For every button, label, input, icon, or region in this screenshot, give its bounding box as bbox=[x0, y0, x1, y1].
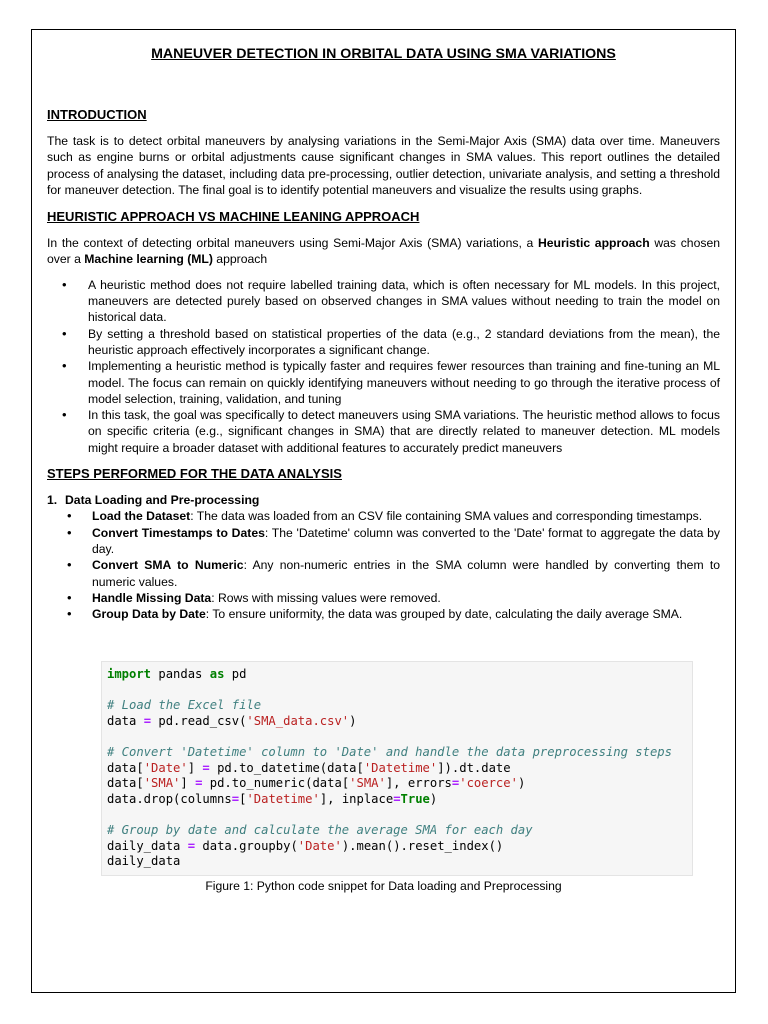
code-string: 'Date' bbox=[143, 760, 188, 775]
step-1-heading bbox=[47, 492, 720, 508]
code-text: pd.to_datetime(data[ bbox=[209, 760, 364, 775]
code-comment: # Group by date and calculate the average SMA for each day bbox=[107, 822, 533, 837]
code-text: ], inplace bbox=[319, 791, 394, 806]
approach-intro-bold-ml: Machine learning (ML) bbox=[84, 252, 213, 267]
code-text: ).mean().reset_index() bbox=[341, 838, 504, 853]
code-operator: = bbox=[195, 776, 203, 791]
step-1-item-text: : Any non-numeric entries in the SMA column were handled by converting them to numeric values. bbox=[92, 558, 720, 589]
step-1-item bbox=[47, 508, 720, 524]
figure-caption: Figure 1: Python code snippet for Data loading and Preprocessing bbox=[205, 879, 562, 893]
document-body bbox=[47, 44, 720, 622]
step-1-item-text: : The data was loaded from an CSV file containing SMA values and corresponding timestamps. bbox=[190, 509, 703, 524]
code-text: pd.read_csv( bbox=[151, 713, 247, 728]
code-operator: = bbox=[393, 791, 401, 806]
code-text: pd.to_numeric(data[ bbox=[202, 776, 350, 791]
code-blank-line bbox=[107, 807, 692, 823]
code-snippet bbox=[101, 661, 693, 876]
approach-heading: HEURISTIC APPROACH VS MACHINE LEANING APPROACH bbox=[47, 209, 420, 225]
code-string: 'SMA' bbox=[349, 776, 386, 791]
code-string: 'Datetime' bbox=[363, 760, 438, 775]
step-1-number: 1. bbox=[47, 493, 58, 508]
step-1-item-label: Convert SMA to Numeric bbox=[92, 558, 244, 573]
code-line bbox=[107, 776, 692, 792]
code-line bbox=[107, 698, 692, 714]
approach-bullet: • Implementing a heuristic method is typically faster and requires fewer resources than training and fine-tuning an ML model. The focus can remain on quickly identifying maneuvers without needing to go through the iterative process of model selection, training, validation, and tuning bbox=[47, 358, 720, 407]
code-comment: # Load the Excel file bbox=[107, 698, 262, 713]
approach-intro-mid: was chosen over a bbox=[47, 236, 721, 267]
code-text: data[ bbox=[107, 776, 144, 791]
step-1-item-text: : To ensure uniformity, the data was grouped by date, calculating the daily average SMA. bbox=[205, 607, 683, 622]
approach-intro-paragraph bbox=[47, 235, 720, 268]
code-text: ) bbox=[429, 791, 438, 806]
code-text: data bbox=[107, 713, 144, 728]
code-string: 'SMA_data.csv' bbox=[246, 713, 350, 728]
step-1-item bbox=[47, 590, 720, 606]
code-text: data[ bbox=[107, 760, 144, 775]
code-line bbox=[107, 745, 692, 761]
code-comment: # Convert 'Datetime' column to 'Date' and handle the data preprocessing steps bbox=[107, 744, 672, 759]
step-1-bullet-list bbox=[47, 508, 720, 622]
code-text: ] bbox=[180, 776, 196, 791]
code-operator: = bbox=[187, 838, 196, 853]
code-line bbox=[107, 792, 692, 808]
code-line bbox=[107, 854, 692, 870]
introduction-paragraph: The task is to detect orbital maneuvers by analysing variations in the Semi-Major Axis (SMA) data over time. Maneuvers such as engine burns or orbital adjustments cause significant changes in SMA values. This report outlines the detailed process of analysing the dataset, including data pre-processing, outlier detection, univariate analysis, and setting a threshold for maneuver detection. The final goal is to identify potential maneuvers and visualize the results using graphs. bbox=[47, 134, 720, 197]
step-1-item-label: Handle Missing Data bbox=[92, 590, 212, 605]
code-operator: = bbox=[143, 713, 152, 728]
code-text: pd bbox=[224, 667, 247, 681]
code-blank-line bbox=[107, 683, 692, 699]
steps-heading: STEPS PERFORMED FOR THE DATA ANALYSIS bbox=[47, 466, 342, 482]
document-title: MANEUVER DETECTION IN ORBITAL DATA USING SMA VARIATIONS bbox=[151, 46, 616, 62]
approach-bullet-list bbox=[47, 277, 720, 456]
code-keyword: import bbox=[107, 667, 152, 681]
code-text: ]).dt.date bbox=[437, 760, 511, 775]
approach-intro-bold-heuristic: Heuristic approach bbox=[537, 236, 650, 251]
code-blank-line bbox=[107, 729, 692, 745]
code-text: data.groupby( bbox=[195, 838, 298, 853]
code-line bbox=[107, 839, 692, 855]
code-text: daily_data bbox=[107, 854, 181, 869]
code-string: 'coerce' bbox=[459, 776, 518, 791]
code-text: ) bbox=[349, 713, 357, 728]
step-1-item bbox=[47, 606, 720, 622]
step-1-item-text: : Rows with missing values were removed. bbox=[211, 590, 441, 605]
approach-bullet: • In this task, the goal was specifically to detect maneuvers using SMA variations. The heuristic method allows to focus on specific criteria (e.g., significant changes in SMA) that are directly related to maneuver detection. ML models might require a broader dataset with additional features to accurately predict maneuvers bbox=[47, 407, 720, 456]
approach-intro-suffix: approach bbox=[212, 252, 268, 267]
approach-bullet: • A heuristic method does not require labelled training data, which is often necessary for ML models. In this project, maneuvers are detected purely based on observed changes in SMA values without needing to train the model on historical data. bbox=[47, 277, 720, 326]
code-string: 'SMA' bbox=[143, 776, 181, 791]
step-1-item-label: Convert Timestamps to Dates bbox=[92, 525, 265, 540]
step-1-item bbox=[47, 557, 720, 590]
step-1-title: Data Loading and Pre-processing bbox=[65, 493, 260, 508]
code-line bbox=[107, 714, 692, 730]
code-text: data.drop(columns bbox=[107, 791, 232, 806]
code-text: ) bbox=[517, 776, 526, 791]
code-keyword: True bbox=[400, 791, 430, 806]
code-operator: = bbox=[231, 791, 240, 806]
code-string: 'Date' bbox=[297, 838, 342, 853]
code-string: 'Datetime' bbox=[246, 791, 320, 806]
code-line bbox=[107, 823, 692, 839]
code-line bbox=[107, 667, 692, 683]
code-line bbox=[107, 761, 692, 777]
approach-intro-prefix: In the context of detecting orbital maneuvers using Semi-Major Axis (SMA) variations, a bbox=[47, 236, 538, 251]
code-text: daily_data bbox=[107, 838, 188, 853]
code-text: pandas bbox=[151, 667, 210, 681]
code-text: [ bbox=[239, 791, 247, 806]
introduction-heading: INTRODUCTION bbox=[47, 107, 147, 122]
step-1-item-text: : The 'Datetime' column was converted to the 'Date' format to aggregate the data by day. bbox=[92, 525, 720, 556]
approach-bullet: • By setting a threshold based on statistical properties of the data (e.g., 2 standard deviations from the mean), the heuristic approach effectively incorporates a significant change. bbox=[47, 326, 720, 359]
code-text: ], errors bbox=[385, 776, 452, 791]
code-keyword: as bbox=[209, 667, 225, 681]
step-1-item-label: Group Data by Date bbox=[92, 607, 206, 622]
code-operator: = bbox=[451, 776, 460, 791]
code-text: ] bbox=[187, 760, 203, 775]
step-1-item-label: Load the Dataset bbox=[92, 509, 191, 524]
code-operator: = bbox=[202, 760, 210, 775]
step-1-item bbox=[47, 525, 720, 558]
